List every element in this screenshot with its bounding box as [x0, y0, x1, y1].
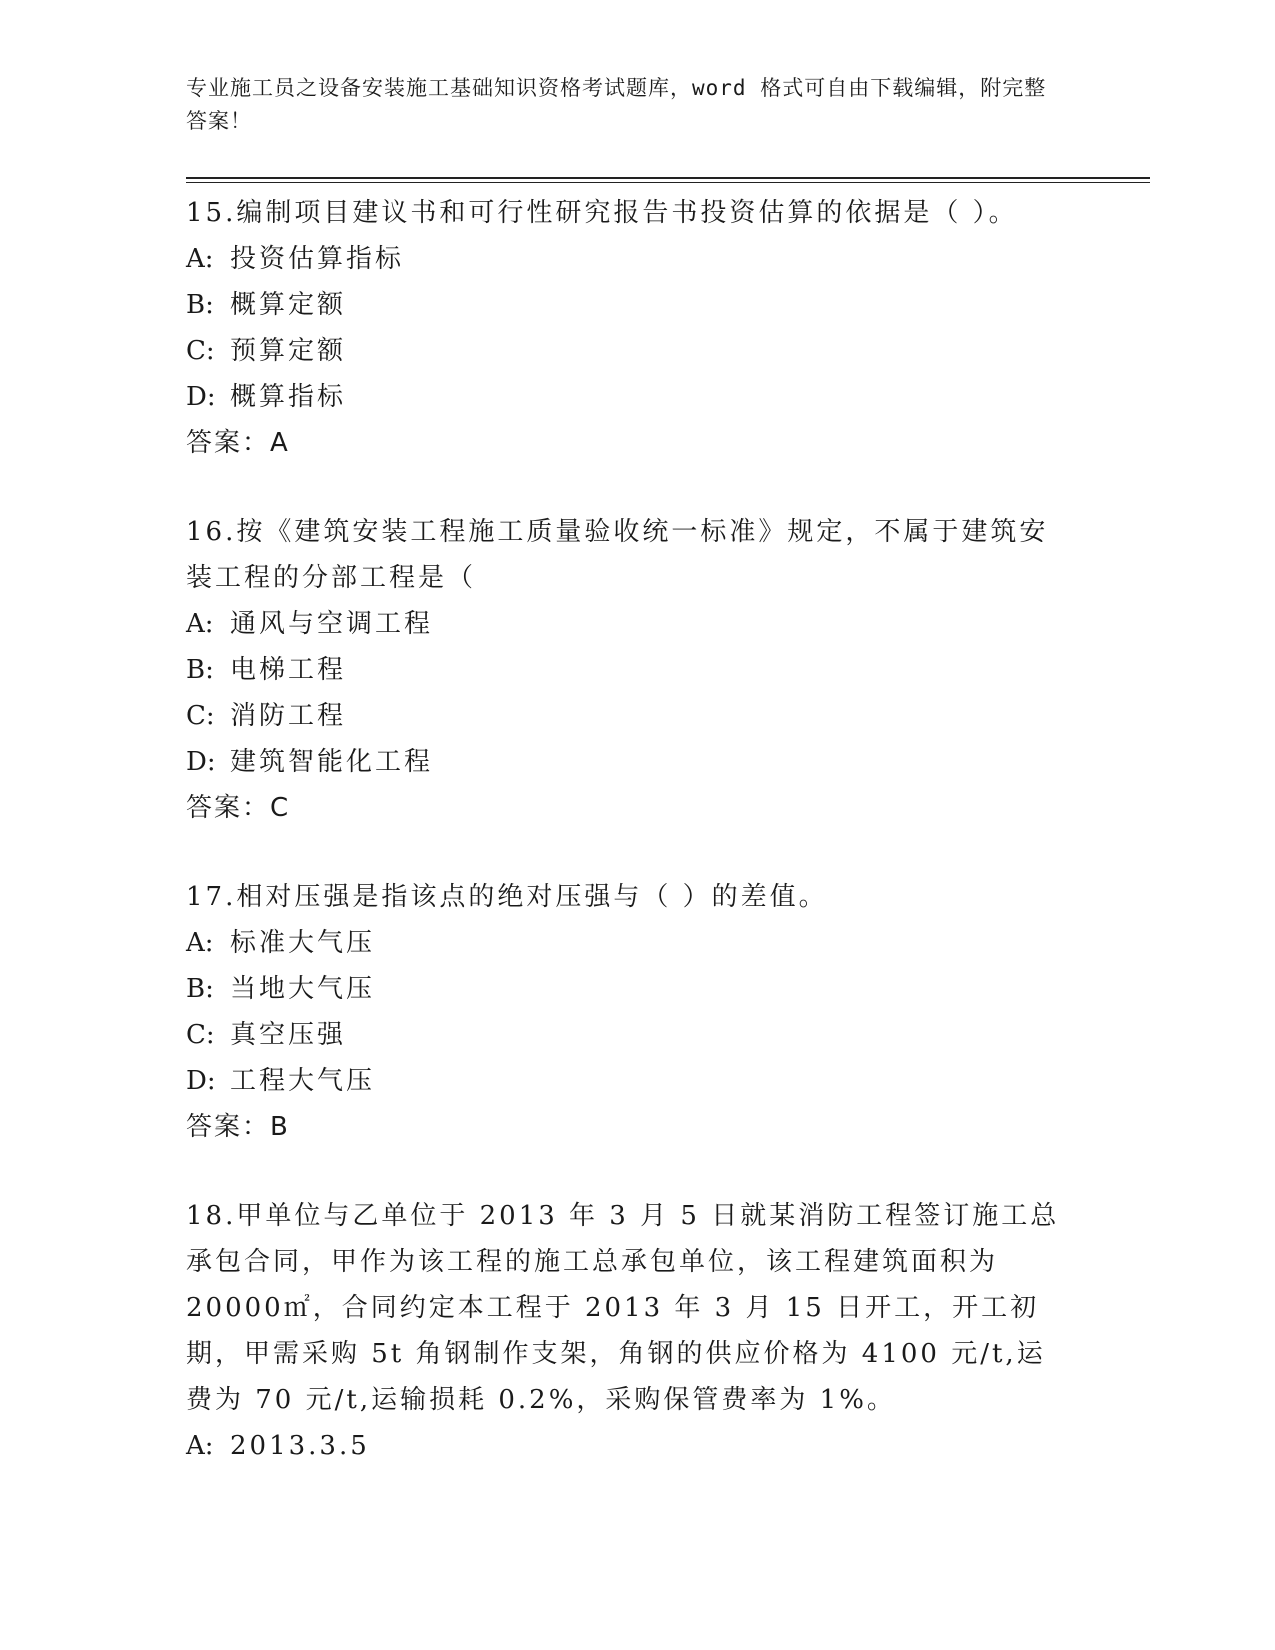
question-16: [186, 509, 1066, 831]
option-c: [186, 693, 1066, 739]
option-letter: C:: [186, 336, 215, 366]
option-text: 电梯工程: [230, 655, 347, 685]
document-header: 专业施工员之设备安装施工基础知识资格考试题库，word 格式可自由下载编辑，附完整答案！: [186, 76, 1047, 133]
answer-label: 答案：A: [186, 428, 290, 458]
option-d: [186, 1058, 1066, 1104]
option-a: [186, 236, 1066, 282]
option-letter: B:: [186, 290, 214, 320]
option-letter: D:: [186, 747, 216, 777]
answer-label: 答案：B: [186, 1112, 290, 1142]
option-d: [186, 739, 1066, 785]
option-a: [186, 1423, 1066, 1469]
option-text: 预算定额: [230, 336, 347, 366]
option-letter: A:: [186, 609, 214, 639]
question-17: [186, 874, 1066, 1150]
header-divider-thick: [186, 177, 1150, 179]
option-text: 真空压强: [230, 1020, 347, 1050]
option-c: [186, 1012, 1066, 1058]
question-18: [186, 1193, 1066, 1469]
option-text: 标准大气压: [230, 928, 376, 958]
option-letter: B:: [186, 974, 214, 1004]
option-text: 概算指标: [230, 382, 347, 412]
option-letter: D:: [186, 1066, 216, 1096]
option-text: 投资估算指标: [230, 244, 405, 274]
option-text: 建筑智能化工程: [230, 747, 434, 777]
question-text: 18.甲单位与乙单位于 2013 年 3 月 5 日就某消防工程签订施工总承包合同，甲作为该工程的施工总承包单位，该工程建筑面积为 20000㎡，合同约定本工程于 2013 年 3 月 15 日开工，开工初期，甲需采购 5t 角钢制作支架，角钢的供应价格为 4100 元/t,运费为 70 元/t,运输损耗 0.2%，采购保管费率为 1%。: [186, 1201, 1060, 1415]
option-letter: A:: [186, 928, 214, 958]
option-b: [186, 966, 1066, 1012]
option-a: [186, 601, 1066, 647]
option-d: [186, 374, 1066, 420]
option-letter: C:: [186, 701, 215, 731]
option-b: [186, 647, 1066, 693]
option-text: 工程大气压: [230, 1066, 376, 1096]
option-letter: A:: [186, 1431, 214, 1461]
header-divider-thin: [186, 182, 1150, 183]
option-letter: B:: [186, 655, 214, 685]
option-b: [186, 282, 1066, 328]
question-text: 16.按《建筑安装工程施工质量验收统一标准》规定，不属于建筑安装工程的分部工程是（: [186, 517, 1049, 593]
option-text: 当地大气压: [230, 974, 376, 1004]
option-letter: A:: [186, 244, 214, 274]
option-letter: C:: [186, 1020, 215, 1050]
question-list: [186, 190, 1066, 1512]
option-letter: D:: [186, 382, 216, 412]
option-c: [186, 328, 1066, 374]
question-text: 17.相对压强是指该点的绝对压强与（ ）的差值。: [186, 882, 828, 912]
question-15: [186, 190, 1066, 466]
option-text: 消防工程: [230, 701, 347, 731]
option-text: 通风与空调工程: [230, 609, 434, 639]
answer-label: 答案：C: [186, 793, 291, 823]
option-text: 2013.3.5: [230, 1431, 370, 1461]
option-a: [186, 920, 1066, 966]
option-text: 概算定额: [230, 290, 347, 320]
question-text: 15.编制项目建议书和可行性研究报告书投资估算的依据是（ ）。: [186, 198, 1018, 228]
